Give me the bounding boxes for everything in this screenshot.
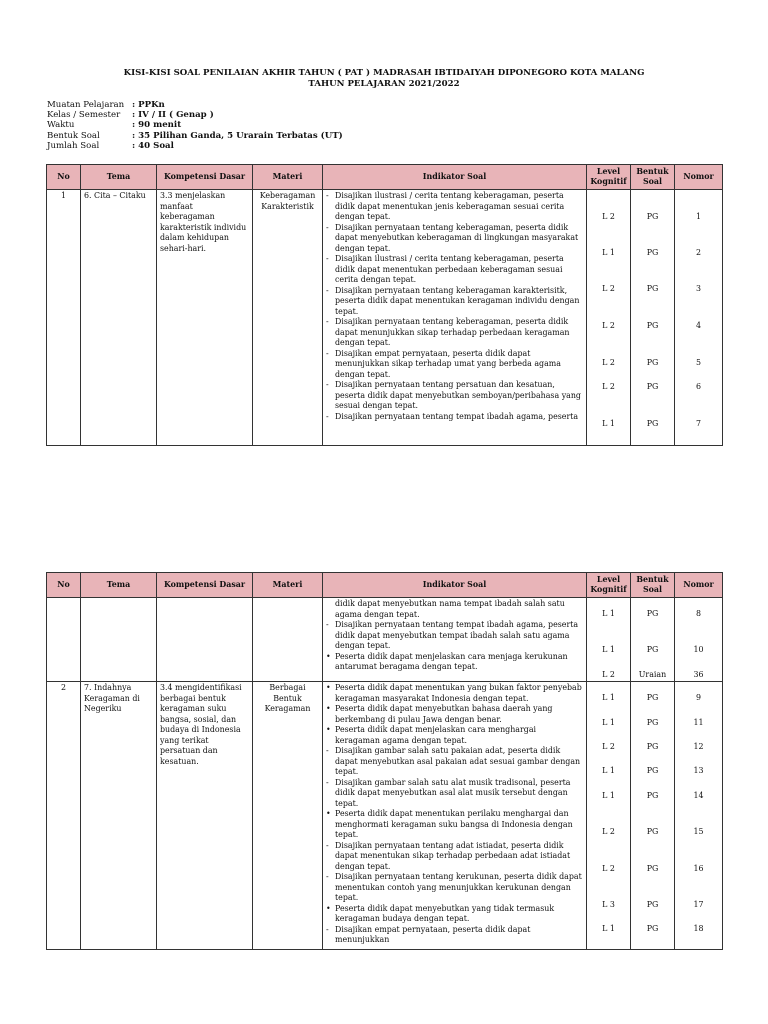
cell-indikator: [323, 190, 587, 446]
cell-kompetensi-dasar: [157, 598, 253, 682]
bentuk-value: PG: [646, 609, 659, 618]
cell-tema: 7. Indahnya Keragaman di Negeriku: [81, 682, 157, 950]
cell-level-kognitif: [587, 190, 631, 446]
nomor-value: 14: [693, 791, 704, 800]
nomor-value: 10: [693, 645, 704, 654]
nomor-value: 12: [693, 742, 704, 751]
nomor-value: 4: [695, 321, 702, 330]
kisi-kisi-table-1: [46, 164, 723, 446]
nomor-value: 6: [695, 382, 702, 391]
cell-level-kognitif: [587, 598, 631, 682]
cell-materi: Keberagaman Karakteristik: [253, 190, 323, 446]
cell-tema: [81, 598, 157, 682]
header-indikator-soal: Indikator Soal: [323, 165, 587, 190]
nomor-value: 5: [695, 358, 702, 367]
indicator-item: - Disajikan ilustrasi / cerita tentang keberagaman, peserta didik dapat menentukan perbedaan keberagaman sesuai cerita dengan tepat.: [326, 254, 583, 286]
indicator-item: - Disajikan pernyataan tentang tempat ibadah agama, peserta didik dapat menyebutkan tempat ibadah salah satu agama dengan tepat.: [326, 620, 583, 652]
table-row: [47, 682, 723, 950]
level-value: L 2: [602, 321, 615, 330]
indicator-item: - Disajikan pernyataan tentang keberagaman karakterisitk, peserta didik dapat menentukan keragaman individu dengan tepat.: [326, 286, 583, 318]
nomor-value: 36: [693, 670, 704, 679]
meta-value: : PPKn: [132, 100, 165, 110]
nomor-value: 9: [695, 693, 702, 702]
indicator-item: • Peserta didik dapat menyebutkan yang tidak termasuk keragaman budaya dengan tepat.: [326, 904, 583, 925]
header-level-kognitif: Level Kognitif: [587, 165, 631, 190]
meta-label: Muatan Pelajaran: [47, 100, 125, 110]
level-value: L 2: [602, 382, 615, 391]
header-materi: Materi: [253, 165, 323, 190]
cell-indikator: [323, 682, 587, 950]
meta-label: Waktu: [47, 120, 75, 131]
level-value: L 1: [602, 419, 615, 428]
level-value: L 1: [602, 924, 615, 933]
indicator-list: [326, 620, 583, 673]
level-value: L 2: [602, 670, 615, 679]
nomor-value: 8: [695, 609, 702, 618]
nomor-value: 17: [693, 900, 704, 909]
meta-label: Kelas / Semester: [47, 110, 121, 121]
meta-row: [47, 100, 343, 110]
page-title: [0, 68, 768, 90]
indicator-item: • Peserta didik dapat menyebutkan bahasa daerah yang berkembang di pulau Jawa dengan benar.: [326, 704, 583, 725]
nomor-value: 3: [695, 284, 702, 293]
indicator-item: • Peserta didik dapat menentukan perilaku menghargai dan menghormati keragaman suku bangsa di Indonesia dengan tepat.: [326, 809, 583, 841]
indicator-item: • Peserta didik dapat menjelaskan cara menghargai keragaman agama dengan tepat.: [326, 725, 583, 746]
meta-value: : 40 Soal: [132, 140, 174, 151]
bentuk-value: PG: [646, 827, 659, 836]
table-row: [47, 190, 723, 446]
meta-value: : IV / II ( Genap ): [132, 110, 214, 121]
nomor-value: 18: [693, 924, 704, 933]
indicator-item: - Disajikan pernyataan tentang keberagaman, peserta didik dapat menyebutkan keberagaman di lingkungan masyarakat dengan tepat.: [326, 223, 583, 255]
header-bentuk-soal: Bentuk Soal: [631, 573, 675, 598]
indicator-item: - Disajikan pernyataan tentang persatuan dan kesatuan, peserta didik dapat menyebutkan semboyan/peribahasa yang sesuai dengan tepat.: [326, 380, 583, 412]
cell-bentuk-soal: [631, 598, 675, 682]
kisi-kisi-table-2: [46, 572, 723, 950]
nomor-value: 11: [693, 718, 704, 727]
cell-nomor: [675, 682, 723, 950]
indicator-item: - Disajikan pernyataan tentang kerukunan, peserta didik dapat menentukan contoh yang menunjukkan kerukunan dengan tepat.: [326, 872, 583, 904]
meta-row: [47, 131, 343, 141]
cell-materi: [253, 598, 323, 682]
nomor-value: 13: [693, 766, 704, 775]
indicator-item: - Disajikan gambar salah satu alat musik tradisonal, peserta didik dapat menyebutkan asal alat musik tersebut dengan tepat.: [326, 778, 583, 810]
indicator-list: [326, 191, 583, 422]
level-value: L 2: [602, 827, 615, 836]
level-value: L 1: [602, 645, 615, 654]
meta-row: [47, 110, 343, 120]
meta-label: Jumlah Soal: [47, 140, 100, 151]
nomor-value: 16: [693, 864, 704, 873]
cell-no: 1: [47, 190, 81, 446]
level-value: L 3: [602, 900, 615, 909]
document-meta: [47, 100, 343, 151]
header-indikator-soal: Indikator Soal: [323, 573, 587, 598]
bentuk-value: PG: [646, 766, 659, 775]
bentuk-value: PG: [646, 284, 659, 293]
meta-value: : 35 Pilihan Ganda, 5 Urarain Terbatas (UT): [132, 130, 343, 141]
cell-nomor: [675, 190, 723, 446]
bentuk-value: PG: [646, 248, 659, 257]
bentuk-value: PG: [646, 791, 659, 800]
header-nomor: Nomor: [675, 165, 723, 190]
bentuk-value: Uraian: [638, 670, 667, 679]
table-header-row: [47, 165, 723, 190]
indicator-item: • Peserta didik dapat menjelaskan cara menjaga kerukunan antarumat beragama dengan tepat.: [326, 652, 583, 673]
indicator-item: - Disajikan pernyataan tentang tempat ibadah agama, peserta: [326, 412, 583, 423]
cell-materi: Berbagai Bentuk Keragaman: [253, 682, 323, 950]
level-value: L 1: [602, 766, 615, 775]
cell-nomor: [675, 598, 723, 682]
level-value: L 2: [602, 284, 615, 293]
header-no: No: [47, 573, 81, 598]
header-materi: Materi: [253, 573, 323, 598]
cell-bentuk-soal: [631, 190, 675, 446]
table-row: [47, 598, 723, 682]
bentuk-value: PG: [646, 321, 659, 330]
bentuk-value: PG: [646, 900, 659, 909]
bentuk-value: PG: [646, 645, 659, 654]
bentuk-value: PG: [646, 358, 659, 367]
nomor-value: 15: [693, 827, 704, 836]
bentuk-value: PG: [646, 718, 659, 727]
level-value: L 1: [602, 609, 615, 618]
indicator-item: - Disajikan empat pernyataan, peserta didik dapat menunjukkan: [326, 925, 583, 946]
table-header-row: [47, 573, 723, 598]
level-value: L 2: [602, 742, 615, 751]
header-level-kognitif: Level Kognitif: [587, 573, 631, 598]
bentuk-value: PG: [646, 924, 659, 933]
header-bentuk-soal: Bentuk Soal: [631, 165, 675, 190]
title-line-1: KISI-KISI SOAL PENILAIAN AKHIR TAHUN ( PAT ) MADRASAH IBTIDAIYAH DIPONEGORO KOTA MALANG: [123, 68, 645, 78]
bentuk-value: PG: [646, 419, 659, 428]
bentuk-value: PG: [646, 742, 659, 751]
cell-kompetensi-dasar: 3.4 mengidentifikasi berbagai bentuk keragaman suku bangsa, sosial, dan budaya di Indonesia yang terikat persatuan dan kesatuan.: [157, 682, 253, 950]
level-value: L 1: [602, 718, 615, 727]
header-no: No: [47, 165, 81, 190]
indicator-item: - Disajikan pernyataan tentang adat istiadat, peserta didik dapat menentukan sikap terhadap perbedaan adat istiadat dengan tepat.: [326, 841, 583, 873]
nomor-value: 7: [695, 419, 702, 428]
cell-bentuk-soal: [631, 682, 675, 950]
level-value: L 1: [602, 791, 615, 800]
header-kompetensi-dasar: Kompetensi Dasar: [157, 573, 253, 598]
cell-tema: 6. Cita – Citaku: [81, 190, 157, 446]
indicator-list: [326, 683, 583, 946]
indicator-item: • Peserta didik dapat menentukan yang bukan faktor penyebab keragaman masyarakat Indonesia dengan tepat.: [326, 683, 583, 704]
bentuk-value: PG: [646, 212, 659, 221]
title-line-2: TAHUN PELAJARAN 2021/2022: [308, 79, 460, 89]
meta-value: : 90 menit: [132, 120, 182, 131]
indicator-item: - Disajikan gambar salah satu pakaian adat, peserta didik dapat menyebutkan asal pakaian adat sesuai gambar dengan tepat.: [326, 746, 583, 778]
header-tema: Tema: [81, 165, 157, 190]
cell-no: [47, 598, 81, 682]
level-value: L 2: [602, 212, 615, 221]
header-nomor: Nomor: [675, 573, 723, 598]
header-tema: Tema: [81, 573, 157, 598]
nomor-value: 1: [695, 212, 702, 221]
level-value: L 1: [602, 693, 615, 702]
bentuk-value: PG: [646, 382, 659, 391]
indicator-item: - Disajikan empat pernyataan, peserta didik dapat menunjukkan sikap terhadap umat yang berbeda agama dengan tepat.: [326, 349, 583, 381]
cell-level-kognitif: [587, 682, 631, 950]
indicator-item: - Disajikan ilustrasi / cerita tentang keberagaman, peserta didik dapat menentukan jenis keberagaman sesuai cerita dengan tepat.: [326, 191, 583, 223]
cell-no: 2: [47, 682, 81, 950]
meta-label: Bentuk Soal: [47, 130, 100, 141]
header-kompetensi-dasar: Kompetensi Dasar: [157, 165, 253, 190]
nomor-value: 2: [695, 248, 702, 257]
indicator-item: - Disajikan pernyataan tentang keberagaman, peserta didik dapat menunjukkan sikap terhadap perbedaan keragaman dengan tepat.: [326, 317, 583, 349]
level-value: L 1: [602, 248, 615, 257]
cell-kompetensi-dasar: 3.3 menjelaskan manfaat keberagaman karakteristik individu dalam kehidupan sehari-hari.: [157, 190, 253, 446]
cell-indikator: [323, 598, 587, 682]
level-value: L 2: [602, 358, 615, 367]
bentuk-value: PG: [646, 864, 659, 873]
bentuk-value: PG: [646, 693, 659, 702]
meta-row: [47, 120, 343, 130]
level-value: L 2: [602, 864, 615, 873]
indicator-continuation: didik dapat menyebutkan nama tempat ibadah salah satu agama dengan tepat.: [335, 599, 565, 619]
meta-row: [47, 141, 343, 151]
